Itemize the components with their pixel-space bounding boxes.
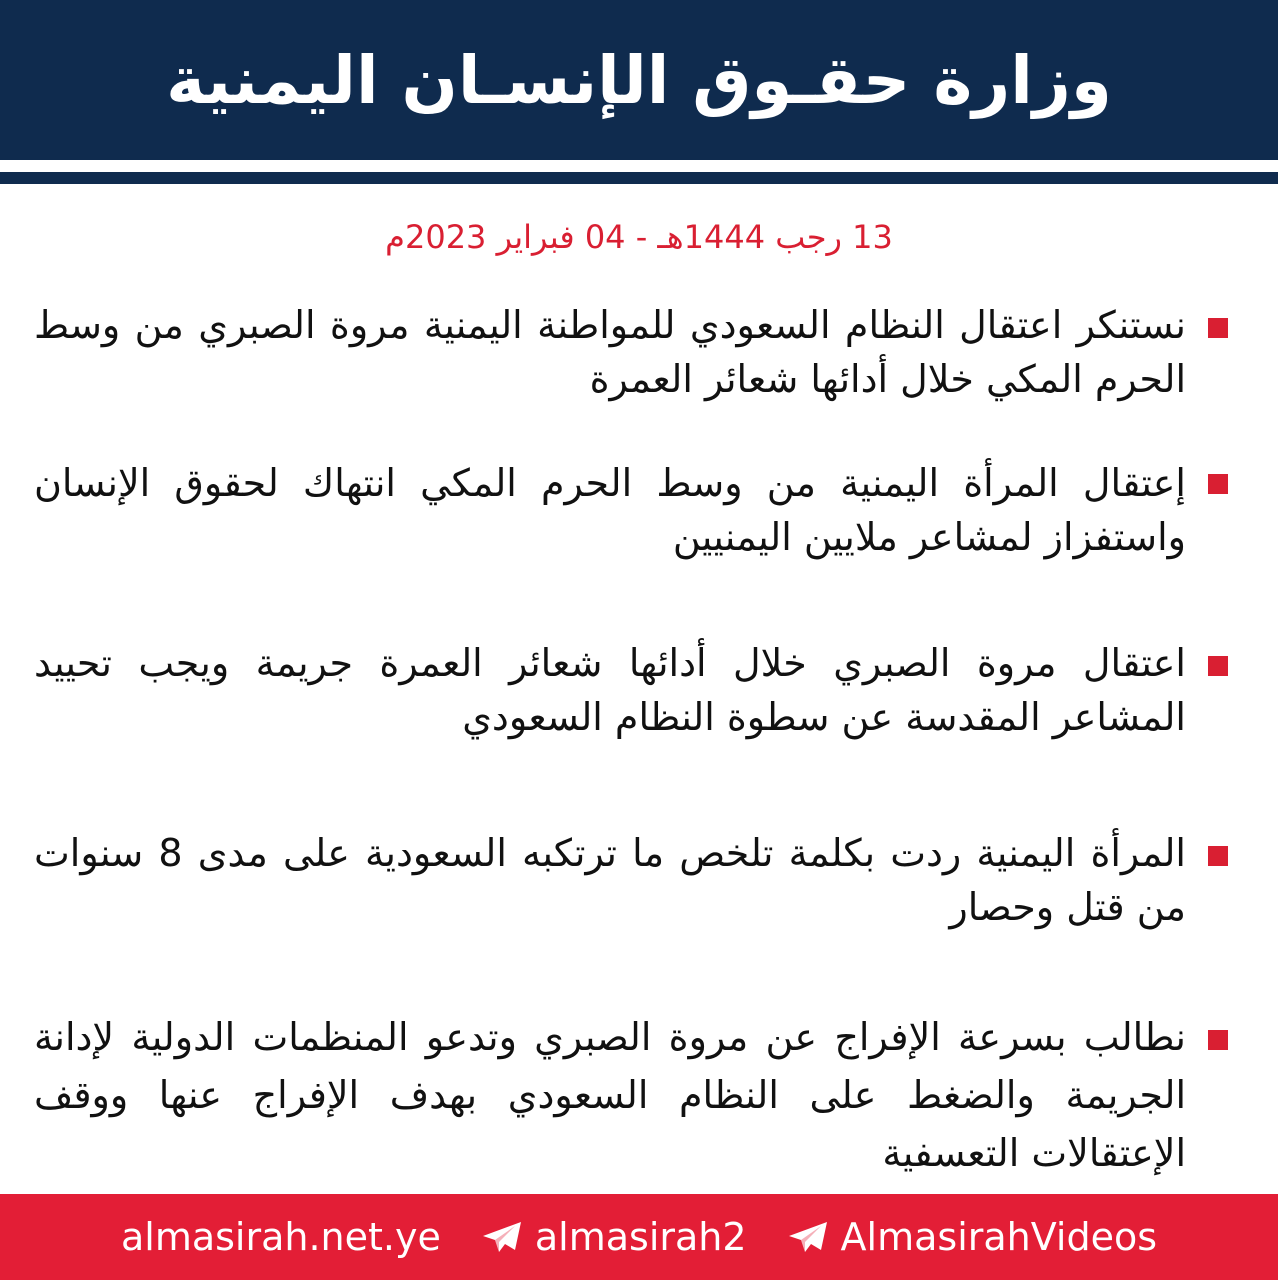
statement-item: اعتقال مروة الصبري خلال أدائها شعائر العمرة جريمة ويجب تحييد المشاعر المقدسة عن سطوة النظام السعودي xyxy=(34,641,1186,739)
date-line: 13 رجب 1444هـ - 04 فبراير 2023م xyxy=(385,218,893,256)
statement-item: نطالب بسرعة الإفراج عن مروة الصبري وتدعو المنظمات الدولية لإدانة الجريمة والضغط على النظام السعودي بهدف الإفراج عنها ووقف الإعتقالات التعسفية xyxy=(34,1015,1186,1175)
bullet-icon xyxy=(1208,846,1228,866)
telegram-icon xyxy=(787,1220,829,1254)
bullet-icon xyxy=(1208,1030,1228,1050)
statement-item: المرأة اليمنية ردت بكلمة تلخص ما ترتكبه السعودية على مدى 8 سنوات من قتل وحصار xyxy=(34,831,1186,929)
statement-item: إعتقال المرأة اليمنية من وسط الحرم المكي انتهاك لحقوق الإنسان واستفزاز لمشاعر ملايين اليمنيين xyxy=(34,461,1186,559)
telegram-channel-1[interactable] xyxy=(481,1215,747,1259)
website-label: almasirah.net.ye xyxy=(120,1215,441,1259)
footer-bar xyxy=(0,1194,1278,1280)
telegram-icon xyxy=(481,1220,523,1254)
header-banner xyxy=(0,0,1278,160)
header-divider xyxy=(0,172,1278,184)
website-link[interactable] xyxy=(121,1215,441,1259)
bullet-icon xyxy=(1208,318,1228,338)
ministry-title: وزارة حقـوق الإنسـان اليمنية xyxy=(166,41,1112,119)
telegram-channel-2-label: AlmasirahVideos xyxy=(840,1215,1158,1259)
bullet-icon xyxy=(1208,656,1228,676)
bullet-icon xyxy=(1208,474,1228,494)
telegram-channel-2[interactable] xyxy=(787,1215,1157,1259)
statement-item: نستنكر اعتقال النظام السعودي للمواطنة اليمنية مروة الصبري من وسط الحرم المكي خلال أدائها شعائر العمرة xyxy=(34,303,1186,401)
telegram-channel-1-label: almasirah2 xyxy=(534,1215,747,1259)
